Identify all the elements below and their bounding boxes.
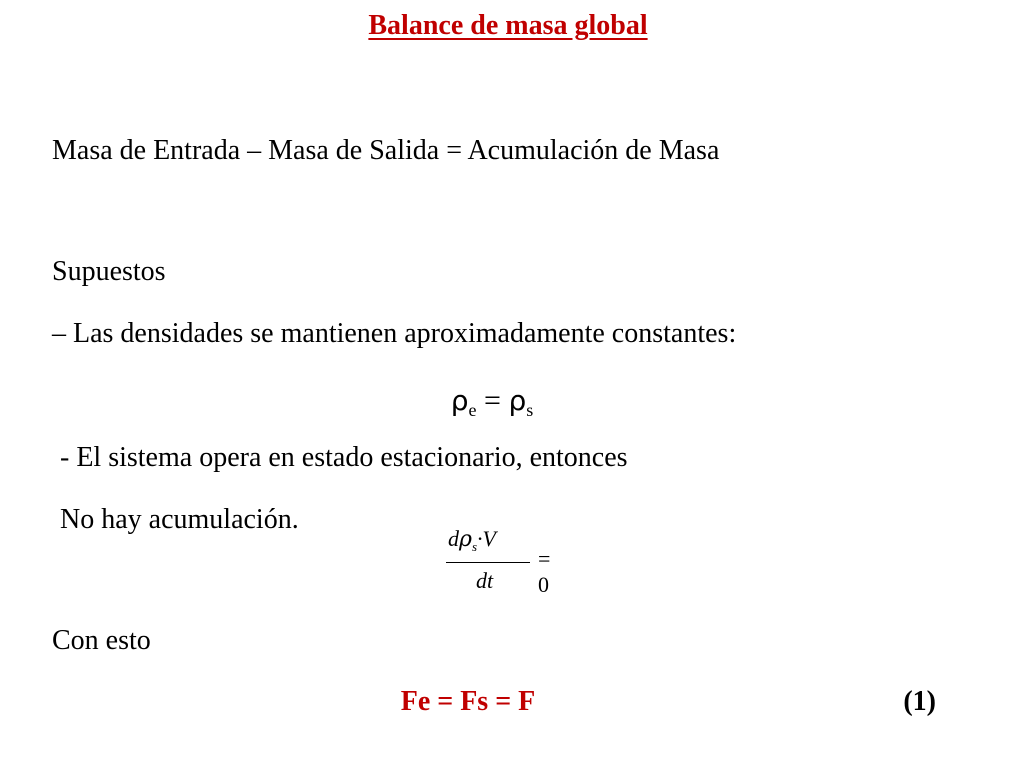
assumptions-heading: Supuestos bbox=[52, 256, 166, 287]
numerator-rho: ρ bbox=[459, 527, 472, 552]
derivative-rhs: = 0 bbox=[538, 546, 551, 597]
assumption-constant-density: – Las densidades se mantienen aproximadamente constantes: bbox=[52, 318, 737, 349]
final-flow-equation: Fe = Fs = F bbox=[400, 686, 536, 717]
equation-number: (1) bbox=[903, 686, 936, 717]
numerator-d: d bbox=[448, 526, 459, 551]
derivative-denominator: dt bbox=[476, 568, 494, 593]
derivative-numerator bbox=[448, 526, 496, 555]
equals-sign: = bbox=[484, 384, 501, 417]
numerator-volume: ·V bbox=[477, 526, 496, 551]
assumption-steady-state: - El sistema opera en estado estacionario, entonces bbox=[60, 442, 628, 473]
no-accumulation-text: No hay acumulación. bbox=[60, 504, 299, 535]
slide-title: Balance de masa global bbox=[368, 10, 648, 41]
subscript-in: e bbox=[468, 400, 477, 420]
rho-symbol-in: ρ bbox=[450, 384, 469, 417]
subscript-out: s bbox=[526, 400, 534, 420]
density-equation bbox=[0, 384, 984, 421]
rho-symbol-out: ρ bbox=[508, 384, 527, 417]
conclusion-lead: Con esto bbox=[52, 625, 151, 656]
mass-balance-statement: Masa de Entrada – Masa de Salida = Acumulación de Masa bbox=[52, 135, 720, 166]
fraction-bar bbox=[446, 562, 530, 563]
numerator-subscript: s bbox=[471, 539, 477, 554]
